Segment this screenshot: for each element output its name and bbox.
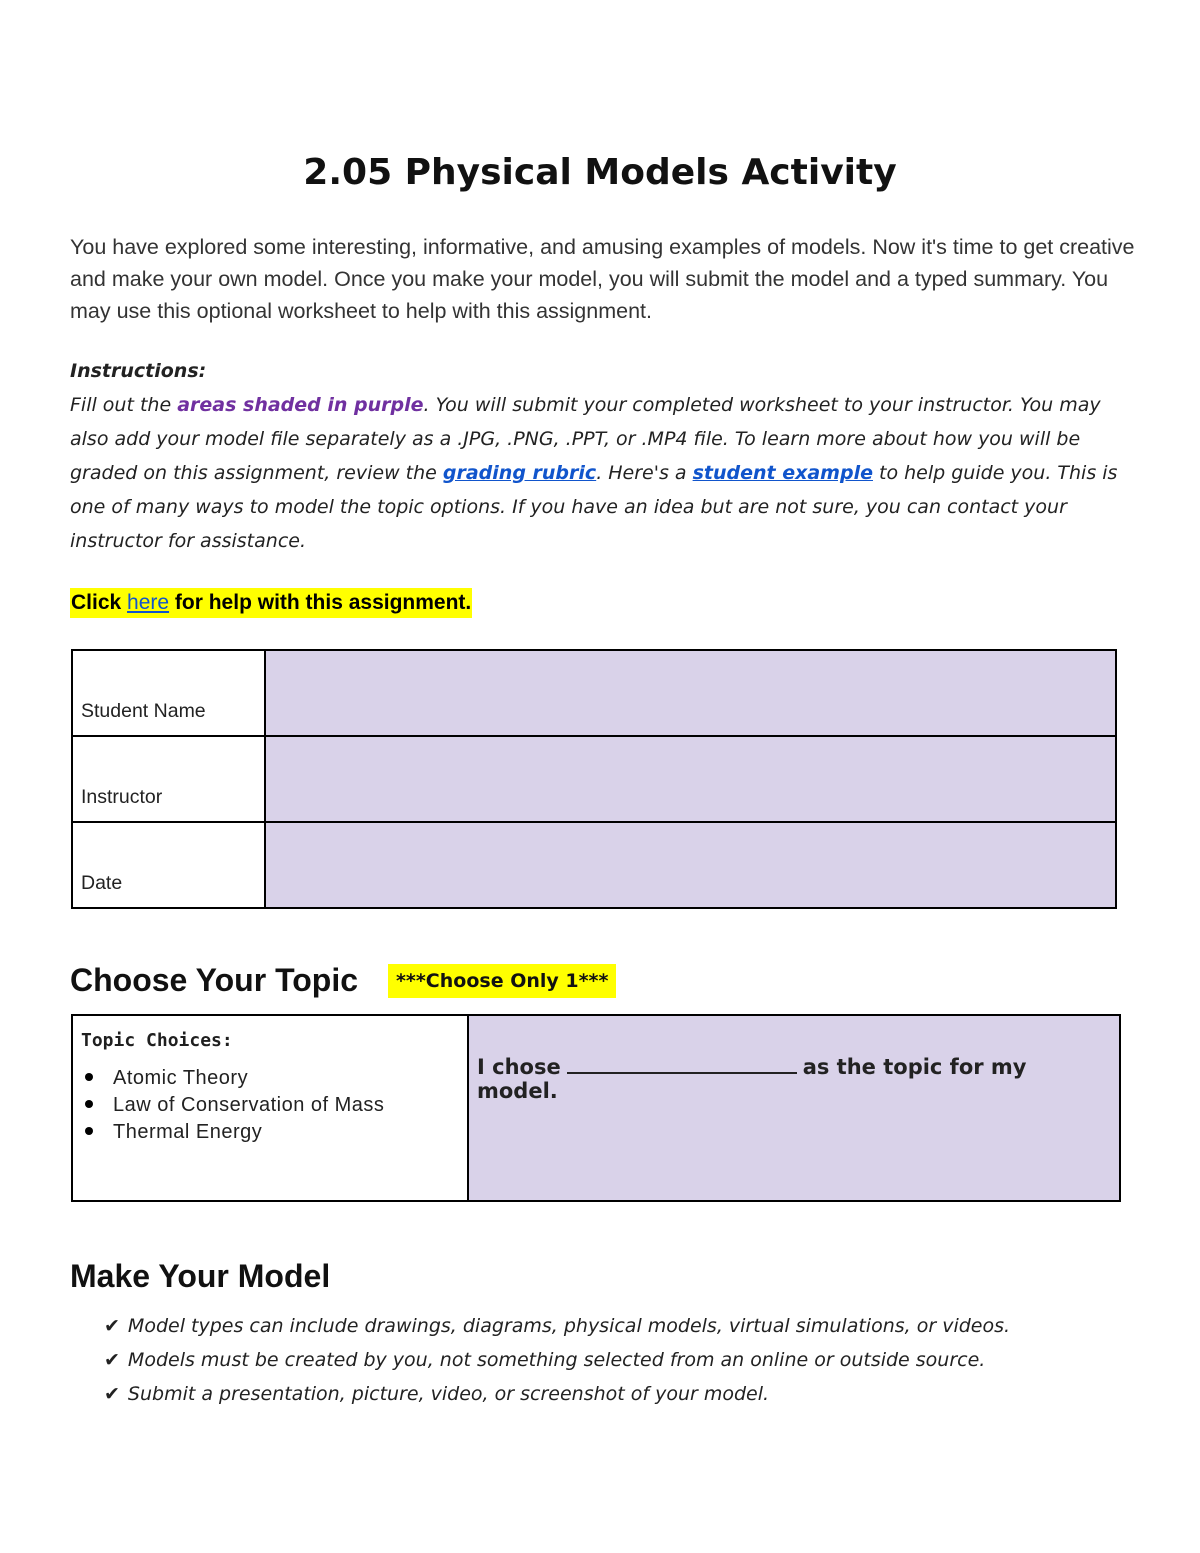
table-row <box>72 1015 1120 1201</box>
instructions-block <box>70 354 1145 558</box>
requirement-text: Model types can include drawings, diagrams, physical models, virtual simulations, or videos. <box>127 1315 1011 1337</box>
student-info-table <box>71 649 1117 909</box>
checkmark-icon: ✔ <box>104 1349 120 1371</box>
requirement-text: Submit a presentation, picture, video, or screenshot of your model. <box>127 1383 770 1405</box>
purple-areas-text: areas shaded in purple <box>177 394 424 416</box>
grading-rubric-link[interactable]: grading rubric <box>442 462 597 484</box>
bullet-icon <box>85 1127 93 1135</box>
instructor-field[interactable] <box>265 736 1116 822</box>
list-item <box>81 1119 459 1146</box>
list-item <box>104 1343 1010 1377</box>
chose-post-text: as the topic for my model. <box>477 1055 1027 1103</box>
help-here-link[interactable]: here <box>127 591 170 614</box>
topic-answer-sentence <box>477 1050 1111 1103</box>
page-title: 2.05 Physical Models Activity <box>303 152 897 193</box>
student-example-link[interactable]: student example <box>692 462 873 484</box>
help-banner <box>70 588 472 618</box>
instructions-text-4: to help guide you. This is one of many ways to model the topic options. If you have an idea but are not sure, you can contact your instructor for assistance. <box>70 462 1118 552</box>
student-name-field[interactable] <box>265 650 1116 736</box>
topic-table <box>71 1014 1121 1202</box>
make-model-heading: Make Your Model <box>70 1258 331 1294</box>
topic-choice-conservation-of-mass: Law of Conservation of Mass <box>113 1094 385 1116</box>
instructions-text-1: Fill out the <box>70 394 178 416</box>
model-requirements-list <box>104 1309 1010 1411</box>
student-name-label: Student Name <box>72 650 265 736</box>
topic-choices-cell <box>72 1015 468 1201</box>
topic-choices-caption: Topic Choices: <box>81 1030 233 1051</box>
table-row <box>72 822 1116 908</box>
list-item <box>81 1092 459 1119</box>
instructions-text-3: . Here's a <box>596 462 693 484</box>
topic-choices-list <box>81 1065 459 1146</box>
topic-choice-thermal-energy: Thermal Energy <box>113 1121 263 1143</box>
table-row <box>72 736 1116 822</box>
chose-pre-text: I chose <box>477 1055 561 1079</box>
instructor-label: Instructor <box>72 736 265 822</box>
help-text-pre: Click <box>71 591 128 614</box>
instructions-text-2: . You will submit your completed worksheet to your instructor. You may also add your model file separately as a .JPG, .PNG, .PPT, or .MP4 file. To learn more about how you will be graded on this assignment, review the <box>70 394 1101 484</box>
topic-blank-line[interactable] <box>567 1050 797 1074</box>
list-item <box>104 1377 1010 1411</box>
list-item <box>81 1065 459 1092</box>
instructions-label: Instructions: <box>70 360 207 382</box>
choose-only-one-badge: ***Choose Only 1*** <box>388 964 616 998</box>
checkmark-icon: ✔ <box>104 1383 120 1405</box>
intro-paragraph: You have explored some interesting, informative, and amusing examples of models. Now it's time to get creative and make your own model. Once you make your model, you will submit the model and a typed summary. You may use this optional worksheet to help with this assignment. <box>70 235 1135 323</box>
choose-topic-heading: Choose Your Topic <box>70 962 359 998</box>
date-label: Date <box>72 822 265 908</box>
help-text-post: for help with this assignment. <box>169 591 472 614</box>
topic-answer-cell[interactable] <box>468 1015 1120 1201</box>
checkmark-icon: ✔ <box>104 1315 120 1337</box>
requirement-text: Models must be created by you, not something selected from an online or outside source. <box>127 1349 986 1371</box>
topic-choice-atomic-theory: Atomic Theory <box>113 1067 249 1089</box>
bullet-icon <box>85 1100 93 1108</box>
date-field[interactable] <box>265 822 1116 908</box>
bullet-icon <box>85 1073 93 1081</box>
list-item <box>104 1309 1010 1343</box>
table-row <box>72 650 1116 736</box>
